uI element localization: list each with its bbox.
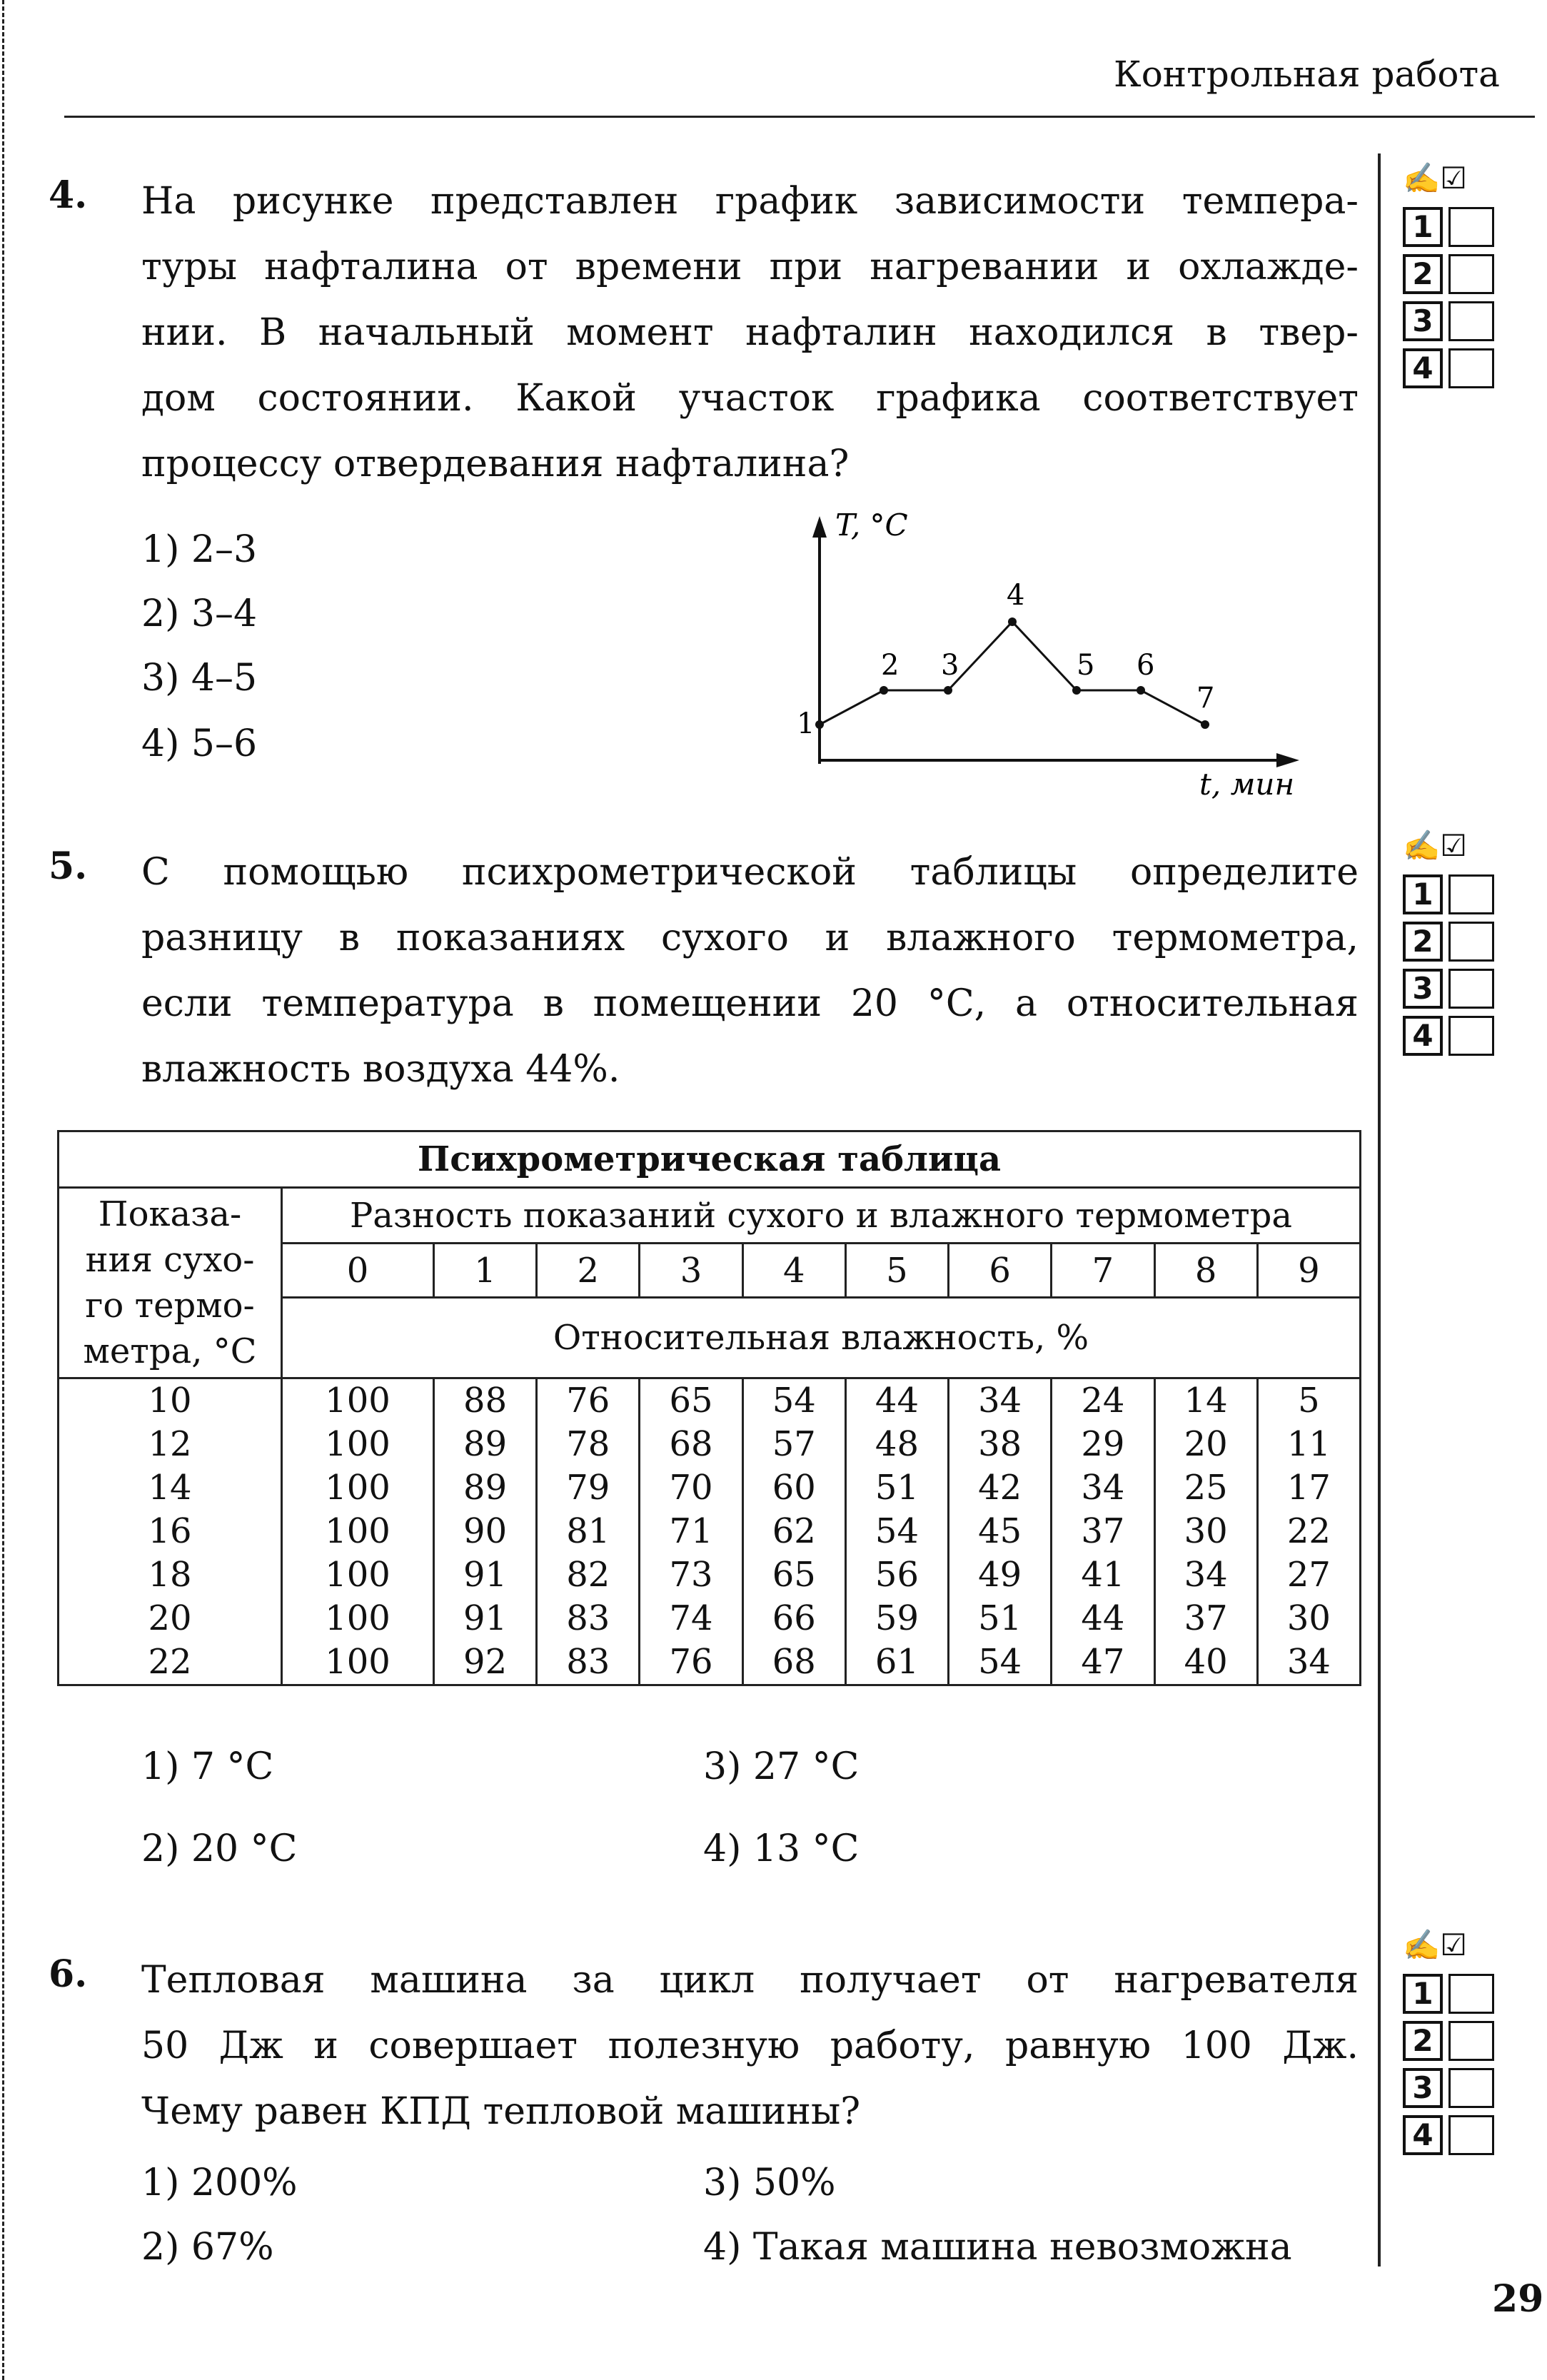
- humidity-value: 89: [463, 1424, 508, 1464]
- humidity-value: 60: [772, 1468, 816, 1508]
- y-axis-label: T, °C: [835, 508, 908, 543]
- header-rule: [64, 116, 1535, 118]
- humidity-value: 20: [1184, 1424, 1228, 1464]
- answer-checkbox-4[interactable]: [1448, 2115, 1494, 2155]
- answer-checkbox-4[interactable]: [1448, 1016, 1494, 1056]
- humidity-value: 22: [1286, 1511, 1331, 1551]
- graph-point-label: 6: [1137, 649, 1155, 682]
- graph-point: [1072, 686, 1081, 695]
- graph-point-label: 3: [941, 649, 959, 682]
- diff-cell: 0: [282, 1244, 434, 1298]
- answer-number-1: 1: [1403, 207, 1443, 247]
- q4-line: нии. В начальный момент нафталин находился в твер-: [141, 311, 1359, 354]
- humidity-value: 54: [978, 1642, 1022, 1682]
- q6-option-2[interactable]: 2) 67%: [141, 2226, 274, 2269]
- q5-line: влажность воздуха 44%.: [141, 1048, 620, 1091]
- humidity-value: 48: [875, 1424, 919, 1464]
- q4-text: [141, 168, 1359, 497]
- q5-number: 5.: [49, 844, 88, 888]
- humidity-value: 74: [669, 1598, 713, 1638]
- humidity-value: 51: [875, 1468, 919, 1508]
- graph-point: [1201, 720, 1209, 729]
- q6-line: 50 Дж и совершает полезную работу, равную 100 Дж.: [141, 2024, 1359, 2067]
- temp-value: 14: [148, 1468, 192, 1508]
- temp-value: 22: [148, 1642, 192, 1682]
- q6-option-4[interactable]: 4) Такая машина невозможна: [703, 2226, 1292, 2269]
- humidity-value: 30: [1184, 1511, 1228, 1551]
- pencil-check-icon: ✍☑: [1403, 161, 1467, 196]
- table-title: Психрометрическая таблица: [59, 1131, 1361, 1188]
- answer-number-2: 2: [1403, 922, 1443, 962]
- x-axis-arrow: [1276, 753, 1299, 767]
- q4-option-4[interactable]: 4) 5–6: [141, 722, 258, 765]
- pencil-check-icon: ✍☑: [1403, 1927, 1467, 1962]
- answer-checkbox-1[interactable]: [1448, 1974, 1494, 2014]
- humidity-value: 44: [1081, 1598, 1125, 1638]
- q4-option-2[interactable]: 2) 3–4: [141, 593, 258, 635]
- row-header-line: метра, °С: [83, 1331, 257, 1371]
- humidity-value: 100: [325, 1598, 390, 1638]
- graph-point-label: 1: [797, 707, 815, 740]
- q4-line: На рисунке представлен график зависимости темпера-: [141, 180, 1359, 223]
- humidity-value: 11: [1286, 1424, 1331, 1464]
- humidity-value: 59: [875, 1598, 919, 1638]
- answer-checkbox-3[interactable]: [1448, 969, 1494, 1009]
- graph-point-label: 4: [1007, 579, 1025, 612]
- page-number: 29: [1492, 2277, 1544, 2321]
- humidity-value: 62: [772, 1511, 816, 1551]
- diff-cell: 8: [1154, 1244, 1257, 1298]
- humidity-value: 68: [772, 1642, 816, 1682]
- diff-cell: 9: [1257, 1244, 1360, 1298]
- answer-checkbox-3[interactable]: [1448, 301, 1494, 341]
- q4-option-1[interactable]: 1) 2–3: [141, 528, 258, 571]
- humidity-value: 61: [875, 1642, 919, 1682]
- psychrometric-table: [57, 1130, 1361, 1686]
- humidity-value: 78: [566, 1424, 610, 1464]
- humidity-value: 45: [978, 1511, 1022, 1551]
- diff-cell: 7: [1052, 1244, 1154, 1298]
- humidity-value: 41: [1081, 1555, 1125, 1595]
- humidity-column: [1257, 1378, 1360, 1685]
- q6-answer-marks: [1403, 1927, 1517, 2159]
- graph-point: [880, 686, 888, 695]
- humidity-value: 83: [566, 1642, 610, 1682]
- humidity-column: [845, 1378, 948, 1685]
- q5-option-4[interactable]: 4) 13 °С: [703, 1827, 860, 1870]
- humidity-value: 54: [875, 1511, 919, 1551]
- humidity-value: 54: [772, 1381, 816, 1421]
- humidity-value: 57: [772, 1424, 816, 1464]
- answer-number-2: 2: [1403, 2021, 1443, 2061]
- q4-line: процессу отвердевания нафталина?: [141, 443, 850, 485]
- humidity-value: 37: [1184, 1598, 1228, 1638]
- q4-answer-marks: [1403, 161, 1517, 392]
- q6-option-1[interactable]: 1) 200%: [141, 2162, 298, 2204]
- q6-option-3[interactable]: 3) 50%: [703, 2162, 836, 2204]
- answer-checkbox-2[interactable]: [1448, 2021, 1494, 2061]
- humidity-value: 70: [669, 1468, 713, 1508]
- humidity-value: 56: [875, 1555, 919, 1595]
- answer-checkbox-1[interactable]: [1448, 874, 1494, 914]
- humidity-value: 88: [463, 1381, 508, 1421]
- graph-point: [944, 686, 952, 695]
- humidity-column: [537, 1378, 640, 1685]
- q5-option-2[interactable]: 2) 20 °С: [141, 1827, 298, 1870]
- humidity-value: 91: [463, 1555, 508, 1595]
- temp-value: 18: [148, 1555, 192, 1595]
- humidity-value: 47: [1081, 1642, 1125, 1682]
- temp-value: 16: [148, 1511, 192, 1551]
- humidity-value: 82: [566, 1555, 610, 1595]
- humidity-value: 76: [669, 1642, 713, 1682]
- q5-option-3[interactable]: 3) 27 °С: [703, 1745, 860, 1788]
- row-header-line: Показа-: [98, 1194, 242, 1234]
- humidity-value: 92: [463, 1642, 508, 1682]
- q4-line: дом состоянии. Какой участок графика соответствует: [141, 377, 1359, 420]
- humidity-value: 51: [978, 1598, 1022, 1638]
- humidity-value: 25: [1184, 1468, 1228, 1508]
- humidity-value: 79: [566, 1468, 610, 1508]
- humidity-value: 100: [325, 1381, 390, 1421]
- humidity-value: 34: [1286, 1642, 1331, 1682]
- q4-option-3[interactable]: 3) 4–5: [141, 657, 258, 700]
- temperature-graph: [771, 503, 1314, 810]
- q5-text: [141, 839, 1359, 1102]
- graph-point: [815, 720, 824, 729]
- q6-line: Тепловая машина за цикл получает от нагревателя: [141, 1959, 1359, 2002]
- diff-header: Разность показаний сухого и влажного термометра: [282, 1188, 1361, 1244]
- humidity-value: 68: [669, 1424, 713, 1464]
- answer-checkbox-1[interactable]: [1448, 207, 1494, 247]
- humidity-value: 34: [978, 1381, 1022, 1421]
- diff-cell: 6: [949, 1244, 1052, 1298]
- humidity-column: [282, 1378, 434, 1685]
- humidity-column: [949, 1378, 1052, 1685]
- answer-number-3: 3: [1403, 969, 1443, 1009]
- humidity-value: 91: [463, 1598, 508, 1638]
- q5-line: С помощью психрометрической таблицы определите: [141, 851, 1359, 894]
- answer-checkbox-3[interactable]: [1448, 2068, 1494, 2108]
- humidity-value: 14: [1184, 1381, 1228, 1421]
- humidity-value: 37: [1081, 1511, 1125, 1551]
- cut-line: [2, 0, 4, 2380]
- humidity-value: 90: [463, 1511, 508, 1551]
- q5-answer-marks: [1403, 828, 1517, 1059]
- humidity-value: 42: [978, 1468, 1022, 1508]
- temp-value: 10: [148, 1381, 192, 1421]
- answer-checkbox-2[interactable]: [1448, 254, 1494, 294]
- humidity-value: 27: [1286, 1555, 1331, 1595]
- humidity-value: 100: [325, 1511, 390, 1551]
- graph-point: [1137, 686, 1145, 695]
- row-header-line: ния сухо-: [85, 1240, 255, 1280]
- humidity-value: 65: [669, 1381, 713, 1421]
- graph-point-label: 7: [1196, 682, 1215, 715]
- humidity-value: 34: [1081, 1468, 1125, 1508]
- margin-rule: [1378, 153, 1381, 2266]
- q5-line: если температура в помещении 20 °С, а относительная: [141, 982, 1359, 1025]
- answer-number-3: 3: [1403, 301, 1443, 341]
- humidity-column: [433, 1378, 536, 1685]
- q6-text: [141, 1947, 1359, 2144]
- humidity-value: 100: [325, 1555, 390, 1595]
- row-header-line: го термо-: [85, 1286, 255, 1326]
- temp-column: [59, 1378, 282, 1685]
- graph-point-label: 2: [881, 649, 900, 682]
- y-axis-arrow: [812, 516, 827, 538]
- answer-number-4: 4: [1403, 1016, 1443, 1056]
- humidity-column: [742, 1378, 845, 1685]
- q4-line: туры нафталина от времени при нагревании и охлажде-: [141, 246, 1359, 288]
- q4-number: 4.: [49, 173, 88, 217]
- humidity-value: 100: [325, 1424, 390, 1464]
- humidity-column: [1154, 1378, 1257, 1685]
- graph-point-label: 5: [1077, 649, 1095, 682]
- x-axis-label: t, мин: [1199, 767, 1295, 802]
- humidity-value: 40: [1184, 1642, 1228, 1682]
- humidity-value: 17: [1286, 1468, 1331, 1508]
- answer-number-1: 1: [1403, 1974, 1443, 2014]
- humidity-value: 83: [566, 1598, 610, 1638]
- humidity-value: 81: [566, 1511, 610, 1551]
- diff-cell: 5: [845, 1244, 948, 1298]
- q5-option-1[interactable]: 1) 7 °С: [141, 1745, 274, 1788]
- humidity-column: [1052, 1378, 1154, 1685]
- answer-number-4: 4: [1403, 2115, 1443, 2155]
- humidity-value: 71: [669, 1511, 713, 1551]
- answer-checkbox-4[interactable]: [1448, 348, 1494, 388]
- answer-checkbox-2[interactable]: [1448, 922, 1494, 962]
- humidity-value: 30: [1286, 1598, 1331, 1638]
- running-header: Контрольная работа: [1114, 54, 1500, 95]
- humidity-value: 66: [772, 1598, 816, 1638]
- diff-cell: 1: [433, 1244, 536, 1298]
- diff-cell: 3: [640, 1244, 742, 1298]
- humidity-value: 38: [978, 1424, 1022, 1464]
- answer-number-4: 4: [1403, 348, 1443, 388]
- humidity-value: 29: [1081, 1424, 1125, 1464]
- humidity-value: 89: [463, 1468, 508, 1508]
- humidity-value: 73: [669, 1555, 713, 1595]
- diff-cell: 2: [537, 1244, 640, 1298]
- humidity-value: 100: [325, 1642, 390, 1682]
- row-header: [59, 1188, 282, 1378]
- humidity-value: 5: [1298, 1381, 1320, 1421]
- answer-number-3: 3: [1403, 2068, 1443, 2108]
- humidity-value: 76: [566, 1381, 610, 1421]
- graph-point: [1008, 617, 1017, 626]
- temp-value: 20: [148, 1598, 192, 1638]
- humidity-value: 44: [875, 1381, 919, 1421]
- humidity-value: 65: [772, 1555, 816, 1595]
- q5-line: разницу в показаниях сухого и влажного термометра,: [141, 917, 1359, 959]
- humidity-value: 34: [1184, 1555, 1228, 1595]
- q6-number: 6.: [49, 1952, 88, 1996]
- humidity-value: 24: [1081, 1381, 1125, 1421]
- humidity-value: 49: [978, 1555, 1022, 1595]
- answer-number-2: 2: [1403, 254, 1443, 294]
- humidity-column: [640, 1378, 742, 1685]
- humidity-value: 100: [325, 1468, 390, 1508]
- q6-line: Чему равен КПД тепловой машины?: [141, 2090, 861, 2133]
- temp-value: 12: [148, 1424, 192, 1464]
- answer-number-1: 1: [1403, 874, 1443, 914]
- pencil-check-icon: ✍☑: [1403, 828, 1467, 863]
- humidity-header: Относительная влажность, %: [282, 1298, 1361, 1378]
- diff-cell: 4: [742, 1244, 845, 1298]
